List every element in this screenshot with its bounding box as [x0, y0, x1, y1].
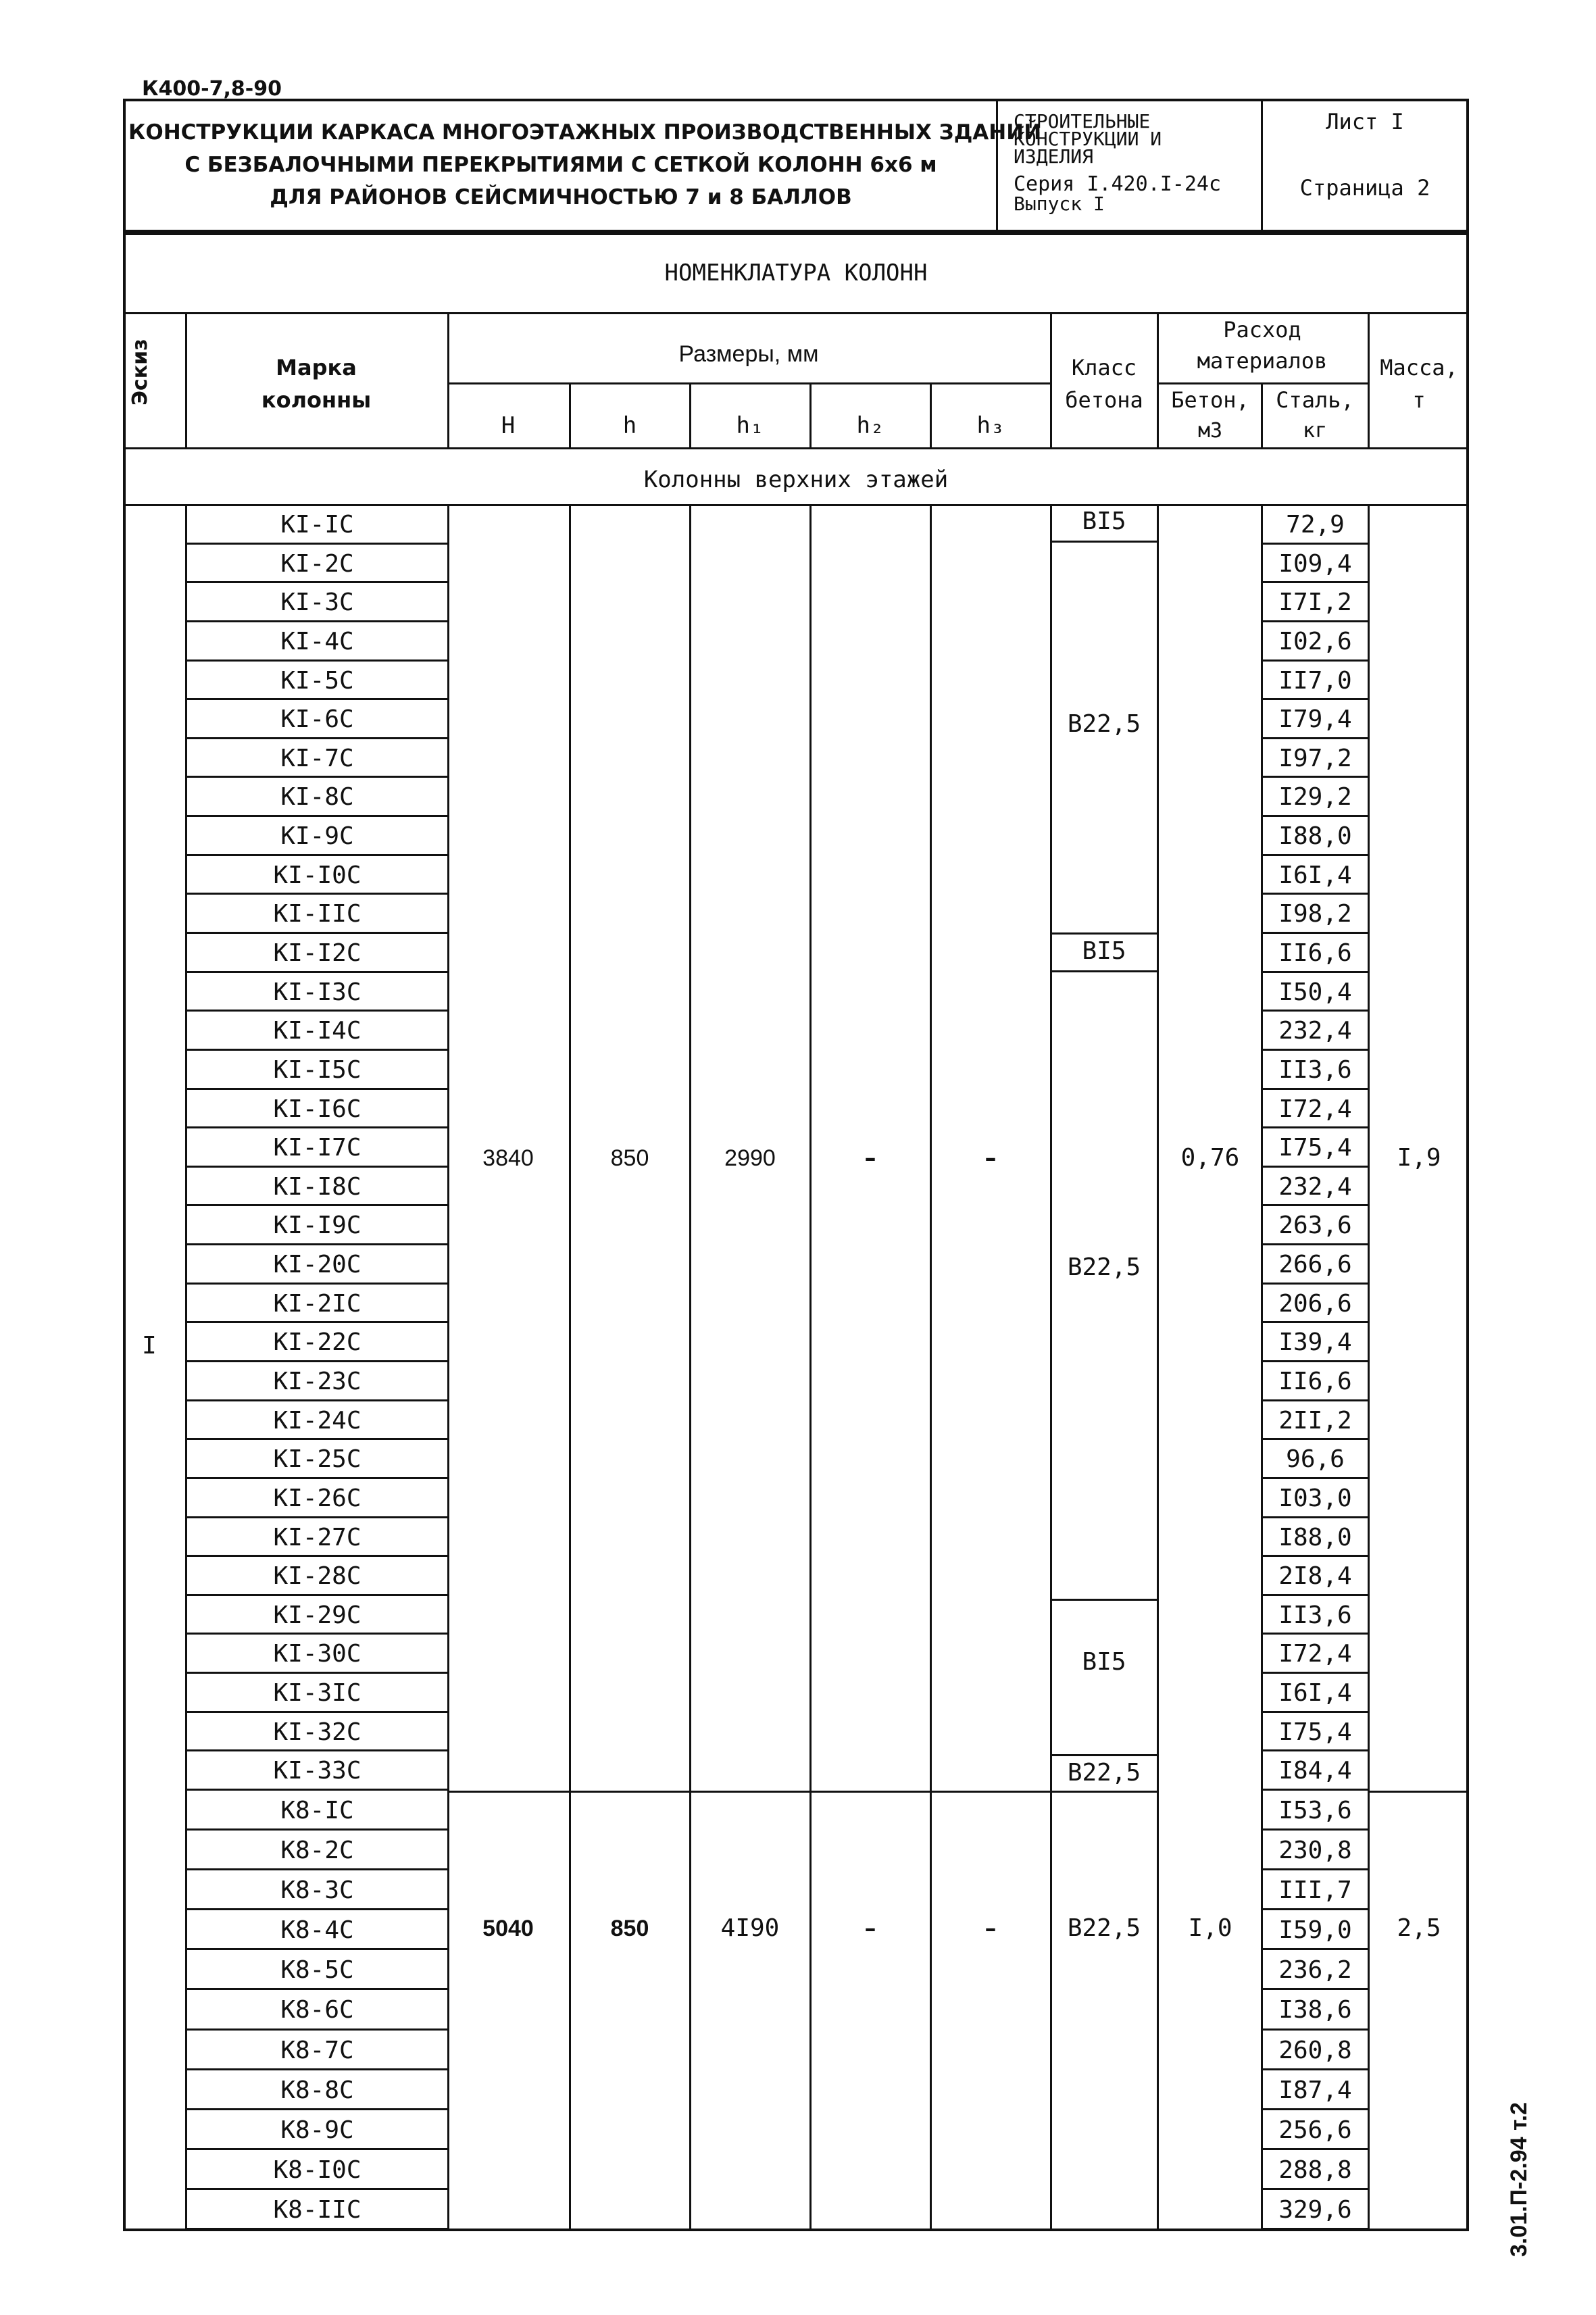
k1-row-mark-cell: KI-3IC	[187, 1674, 447, 1713]
series-number: Серия I.420.I-24с	[1014, 172, 1222, 196]
class-rule	[1050, 932, 1157, 935]
header-h3: h₃	[976, 412, 1005, 439]
k1-row-mark-cell: KI-27C	[187, 1518, 447, 1558]
k1-row-mark-cell: KI-2IC	[187, 1285, 447, 1324]
k1-row-steel-cell: II6,6	[1263, 934, 1368, 973]
header-rule	[447, 312, 449, 447]
header-mark-line-1: Марка	[276, 355, 357, 380]
k8-row-steel-cell: 256,6	[1263, 2110, 1368, 2150]
g1-mass: I,9	[1397, 1144, 1441, 1172]
column-rule	[1050, 504, 1052, 2231]
header-mass-line-1: Масса,	[1380, 355, 1458, 380]
k8-row-steel-cell: I87,4	[1263, 2070, 1368, 2110]
k8-row-mark-cell: K8-7C	[187, 2031, 447, 2070]
k1-row-mark-cell: KI-I9C	[187, 1206, 447, 1245]
document-code: К400-7,8-90	[142, 77, 282, 101]
k1-row-steel-cell: I6I,4	[1263, 856, 1368, 895]
k8-row-mark-cell: K8-9C	[187, 2110, 447, 2150]
column-rule	[1368, 504, 1370, 2231]
k1-row-steel-cell: I72,4	[1263, 1635, 1368, 1674]
section-title: Колонны верхних этажей	[643, 466, 949, 493]
title-line-2: С БЕЗБАЛОЧНЫМИ ПЕРЕКРЫТИЯМИ С СЕТКОЙ КОЛОНН 6х6 м	[184, 153, 937, 177]
k1-row-mark-cell: KI-6C	[187, 700, 447, 739]
k1-row-mark-cell: KI-25C	[187, 1440, 447, 1479]
k1-row-steel-cell: 206,6	[1263, 1285, 1368, 1324]
header-mark-line-2: колонны	[261, 387, 372, 413]
g1-H: 3840	[482, 1145, 534, 1171]
g1-class-5: BI5	[1082, 1648, 1126, 1676]
k1-row-mark-cell: KI-I2C	[187, 934, 447, 973]
k1-row-steel-cell: I75,4	[1263, 1713, 1368, 1752]
k1-row-steel-cell: 2I8,4	[1263, 1557, 1368, 1596]
g1-h: 850	[610, 1145, 649, 1171]
k1-row-mark-cell: KI-20C	[187, 1245, 447, 1285]
k8-row-steel-cell: I38,6	[1263, 1990, 1368, 2030]
k1-row-mark-cell: KI-4C	[187, 622, 447, 662]
k1-row-steel-cell: I98,2	[1263, 895, 1368, 934]
k1-row-mark-cell: KI-8C	[187, 778, 447, 817]
class-rule	[1050, 1599, 1157, 1601]
g2-class: B22,5	[1067, 1914, 1141, 1942]
page-number: Страница 2	[1299, 175, 1430, 201]
k1-row-steel-cell: 72,9	[1263, 505, 1368, 545]
title-line-3: ДЛЯ РАЙОНОВ СЕЙСМИЧНОСТЬЮ 7 и 8 БАЛЛОВ	[270, 185, 852, 209]
header-rule	[1368, 312, 1370, 447]
g1-h2: –	[864, 1145, 876, 1172]
g2-h1: 4I90	[720, 1914, 780, 1942]
k1-row-mark-cell: KI-9C	[187, 817, 447, 856]
side-code: 3.01.П-2.94 т.2	[1506, 2101, 1532, 2257]
k1-row-mark-cell: KI-22C	[187, 1323, 447, 1362]
k1-row-steel-cell: I7I,2	[1263, 583, 1368, 622]
g2-mass: 2,5	[1397, 1914, 1441, 1942]
header-h1: h₁	[736, 412, 764, 439]
header-rule	[1157, 312, 1159, 447]
column-rule	[1157, 504, 1159, 2231]
header-consumption-line-2: материалов	[1197, 348, 1328, 374]
header-rule	[447, 382, 1050, 384]
table-title-rule	[123, 312, 1469, 314]
g1-class-3: BI5	[1082, 937, 1126, 965]
g1-class-4: B22,5	[1067, 1253, 1141, 1281]
k1-row-mark-cell: KI-28C	[187, 1557, 447, 1596]
header-concrete-line-2: м3	[1197, 419, 1223, 443]
k8-row-mark-cell: K8-IC	[187, 1791, 447, 1831]
k1-row-steel-cell: I02,6	[1263, 622, 1368, 662]
k8-row-mark-cell: K8-IIC	[187, 2190, 447, 2230]
header-mass-line-2: т	[1412, 387, 1426, 413]
g2-h3: –	[984, 1915, 997, 1942]
k1-row-steel-cell: I09,4	[1263, 545, 1368, 584]
g2-h2: –	[864, 1915, 876, 1942]
k1-row-mark-cell: KI-29C	[187, 1596, 447, 1635]
k1-row-mark-cell: KI-3C	[187, 583, 447, 622]
k1-row-steel-cell: 96,6	[1263, 1440, 1368, 1479]
k8-row-steel-cell: 230,8	[1263, 1831, 1368, 1870]
k1-row-mark-cell: KI-24C	[187, 1401, 447, 1441]
k1-row-steel-cell: II3,6	[1263, 1051, 1368, 1090]
header-rule	[809, 382, 812, 447]
k1-row-mark-cell: KI-I0C	[187, 856, 447, 895]
k1-row-steel-cell: I97,2	[1263, 739, 1368, 778]
g1-concrete: 0,76	[1180, 1144, 1240, 1172]
header-rule	[569, 382, 571, 447]
title-line-1: КОНСТРУКЦИИ КАРКАСА МНОГОЭТАЖНЫХ ПРОИЗВОДСТВЕННЫХ ЗДАНИЙ	[128, 120, 1042, 145]
header-rule	[123, 447, 1469, 449]
k1-row-steel-cell: I50,4	[1263, 973, 1368, 1012]
header-rule	[1261, 382, 1263, 447]
series-line-2: КОНСТРУКЦИИ И	[1014, 128, 1162, 150]
column-rule	[689, 504, 691, 2231]
k1-row-steel-cell: I79,4	[1263, 700, 1368, 739]
g1-class-2: B22,5	[1067, 710, 1141, 738]
k8-row-steel-cell: 329,6	[1263, 2190, 1368, 2230]
group-separator	[447, 1791, 1157, 1793]
k1-row-mark-cell: KI-30C	[187, 1635, 447, 1674]
header-class-line-1: Класс	[1071, 355, 1137, 380]
k1-row-steel-cell: II7,0	[1263, 662, 1368, 701]
header-concrete-line-1: Бетон,	[1171, 387, 1249, 413]
header-eskiz: Эскиз	[128, 339, 152, 405]
k1-row-steel-cell: I29,2	[1263, 778, 1368, 817]
k8-row-mark-cell: K8-4C	[187, 1910, 447, 1950]
k1-row-steel-cell: 2II,2	[1263, 1401, 1368, 1441]
k8-row-steel-cell: III,7	[1263, 1870, 1368, 1910]
k8-row-steel-cell: 236,2	[1263, 1950, 1368, 1990]
k1-row-steel-cell: I39,4	[1263, 1323, 1368, 1362]
k1-row-mark-cell: KI-2C	[187, 545, 447, 584]
k1-row-mark-cell: KI-5C	[187, 662, 447, 701]
column-rule	[569, 504, 571, 2231]
k1-row-mark-cell: KI-I7C	[187, 1128, 447, 1168]
header-h: h	[622, 412, 637, 439]
k1-row-steel-cell: 232,4	[1263, 1168, 1368, 1207]
k8-row-steel-cell: I59,0	[1263, 1910, 1368, 1950]
k8-row-mark-cell: K8-8C	[187, 2070, 447, 2110]
table-title: НОМЕНКЛАТУРА КОЛОНН	[664, 259, 928, 287]
k1-row-steel-cell: 263,6	[1263, 1206, 1368, 1245]
header-steel-line-2: кг	[1302, 419, 1328, 443]
sheet-number: Лист I	[1326, 109, 1404, 134]
header-sizes: Размеры, мм	[678, 341, 819, 367]
k1-row-steel-cell: I03,0	[1263, 1479, 1368, 1518]
header-steel-line-1: Сталь,	[1276, 387, 1354, 413]
column-rule	[447, 504, 449, 2231]
k1-row-steel-cell: I75,4	[1263, 1128, 1368, 1168]
k8-row-mark-cell: K8-5C	[187, 1950, 447, 1990]
class-rule	[1050, 1754, 1157, 1756]
series-line-1: СТРОИТЕЛЬНЫЕ	[1014, 110, 1151, 132]
class-rule	[1050, 970, 1157, 972]
issue-number: Выпуск I	[1014, 193, 1105, 215]
header-h2: h₂	[856, 412, 884, 439]
k1-row-mark-cell: KI-IIC	[187, 895, 447, 934]
header-rule	[930, 382, 932, 447]
k8-row-steel-cell: 260,8	[1263, 2031, 1368, 2070]
column-rule	[809, 504, 812, 2231]
group-separator	[1368, 1791, 1469, 1793]
g2-h: 850	[610, 1916, 649, 1941]
series-line-3: ИЗДЕЛИЯ	[1014, 145, 1094, 168]
k1-row-mark-cell: KI-IC	[187, 505, 447, 545]
k1-row-steel-cell: 266,6	[1263, 1245, 1368, 1285]
title-divider-1	[996, 99, 998, 232]
k1-row-mark-cell: KI-26C	[187, 1479, 447, 1518]
eskiz-value: I	[142, 1332, 157, 1360]
g1-class-1: BI5	[1082, 507, 1126, 535]
header-class-line-2: бетона	[1065, 387, 1143, 413]
k8-row-mark-cell: K8-3C	[187, 1870, 447, 1910]
k8-row-mark-cell: K8-2C	[187, 1831, 447, 1870]
k1-row-mark-cell: KI-32C	[187, 1713, 447, 1752]
header-rule	[689, 382, 691, 447]
k1-row-steel-cell: I84,4	[1263, 1751, 1368, 1791]
k1-row-steel-cell: I88,0	[1263, 1518, 1368, 1558]
class-rule	[1050, 541, 1157, 543]
k1-row-mark-cell: KI-I4C	[187, 1012, 447, 1051]
k1-row-mark-cell: KI-7C	[187, 739, 447, 778]
k1-row-mark-cell: KI-I3C	[187, 973, 447, 1012]
k1-row-mark-cell: KI-33C	[187, 1751, 447, 1791]
k1-row-steel-cell: I88,0	[1263, 817, 1368, 856]
k8-row-mark-cell: K8-I0C	[187, 2150, 447, 2190]
k1-row-mark-cell: KI-I8C	[187, 1168, 447, 1207]
header-rule	[185, 312, 187, 447]
k1-row-steel-cell: II6,6	[1263, 1362, 1368, 1401]
title-divider-2	[1261, 99, 1263, 232]
header-consumption-line-1: Расход	[1223, 317, 1301, 343]
k8-row-steel-cell: I53,6	[1263, 1791, 1368, 1831]
k8-row-steel-cell: 288,8	[1263, 2150, 1368, 2190]
k1-row-mark-cell: KI-23C	[187, 1362, 447, 1401]
k8-row-mark-cell: K8-6C	[187, 1990, 447, 2030]
k1-row-steel-cell: I72,4	[1263, 1090, 1368, 1129]
k1-row-steel-cell: II3,6	[1263, 1596, 1368, 1635]
g1-class-6: B22,5	[1067, 1759, 1141, 1787]
g1-h1: 2990	[724, 1145, 776, 1171]
g2-concrete: I,0	[1188, 1914, 1232, 1942]
k1-row-steel-cell: I6I,4	[1263, 1674, 1368, 1713]
k1-row-mark-cell: KI-I5C	[187, 1051, 447, 1090]
g1-h3: –	[984, 1145, 997, 1172]
k1-row-mark-cell: KI-I6C	[187, 1090, 447, 1129]
header-H: H	[501, 412, 516, 439]
k1-row-steel-cell: 232,4	[1263, 1012, 1368, 1051]
g2-H: 5040	[482, 1916, 534, 1941]
column-rule	[930, 504, 932, 2231]
